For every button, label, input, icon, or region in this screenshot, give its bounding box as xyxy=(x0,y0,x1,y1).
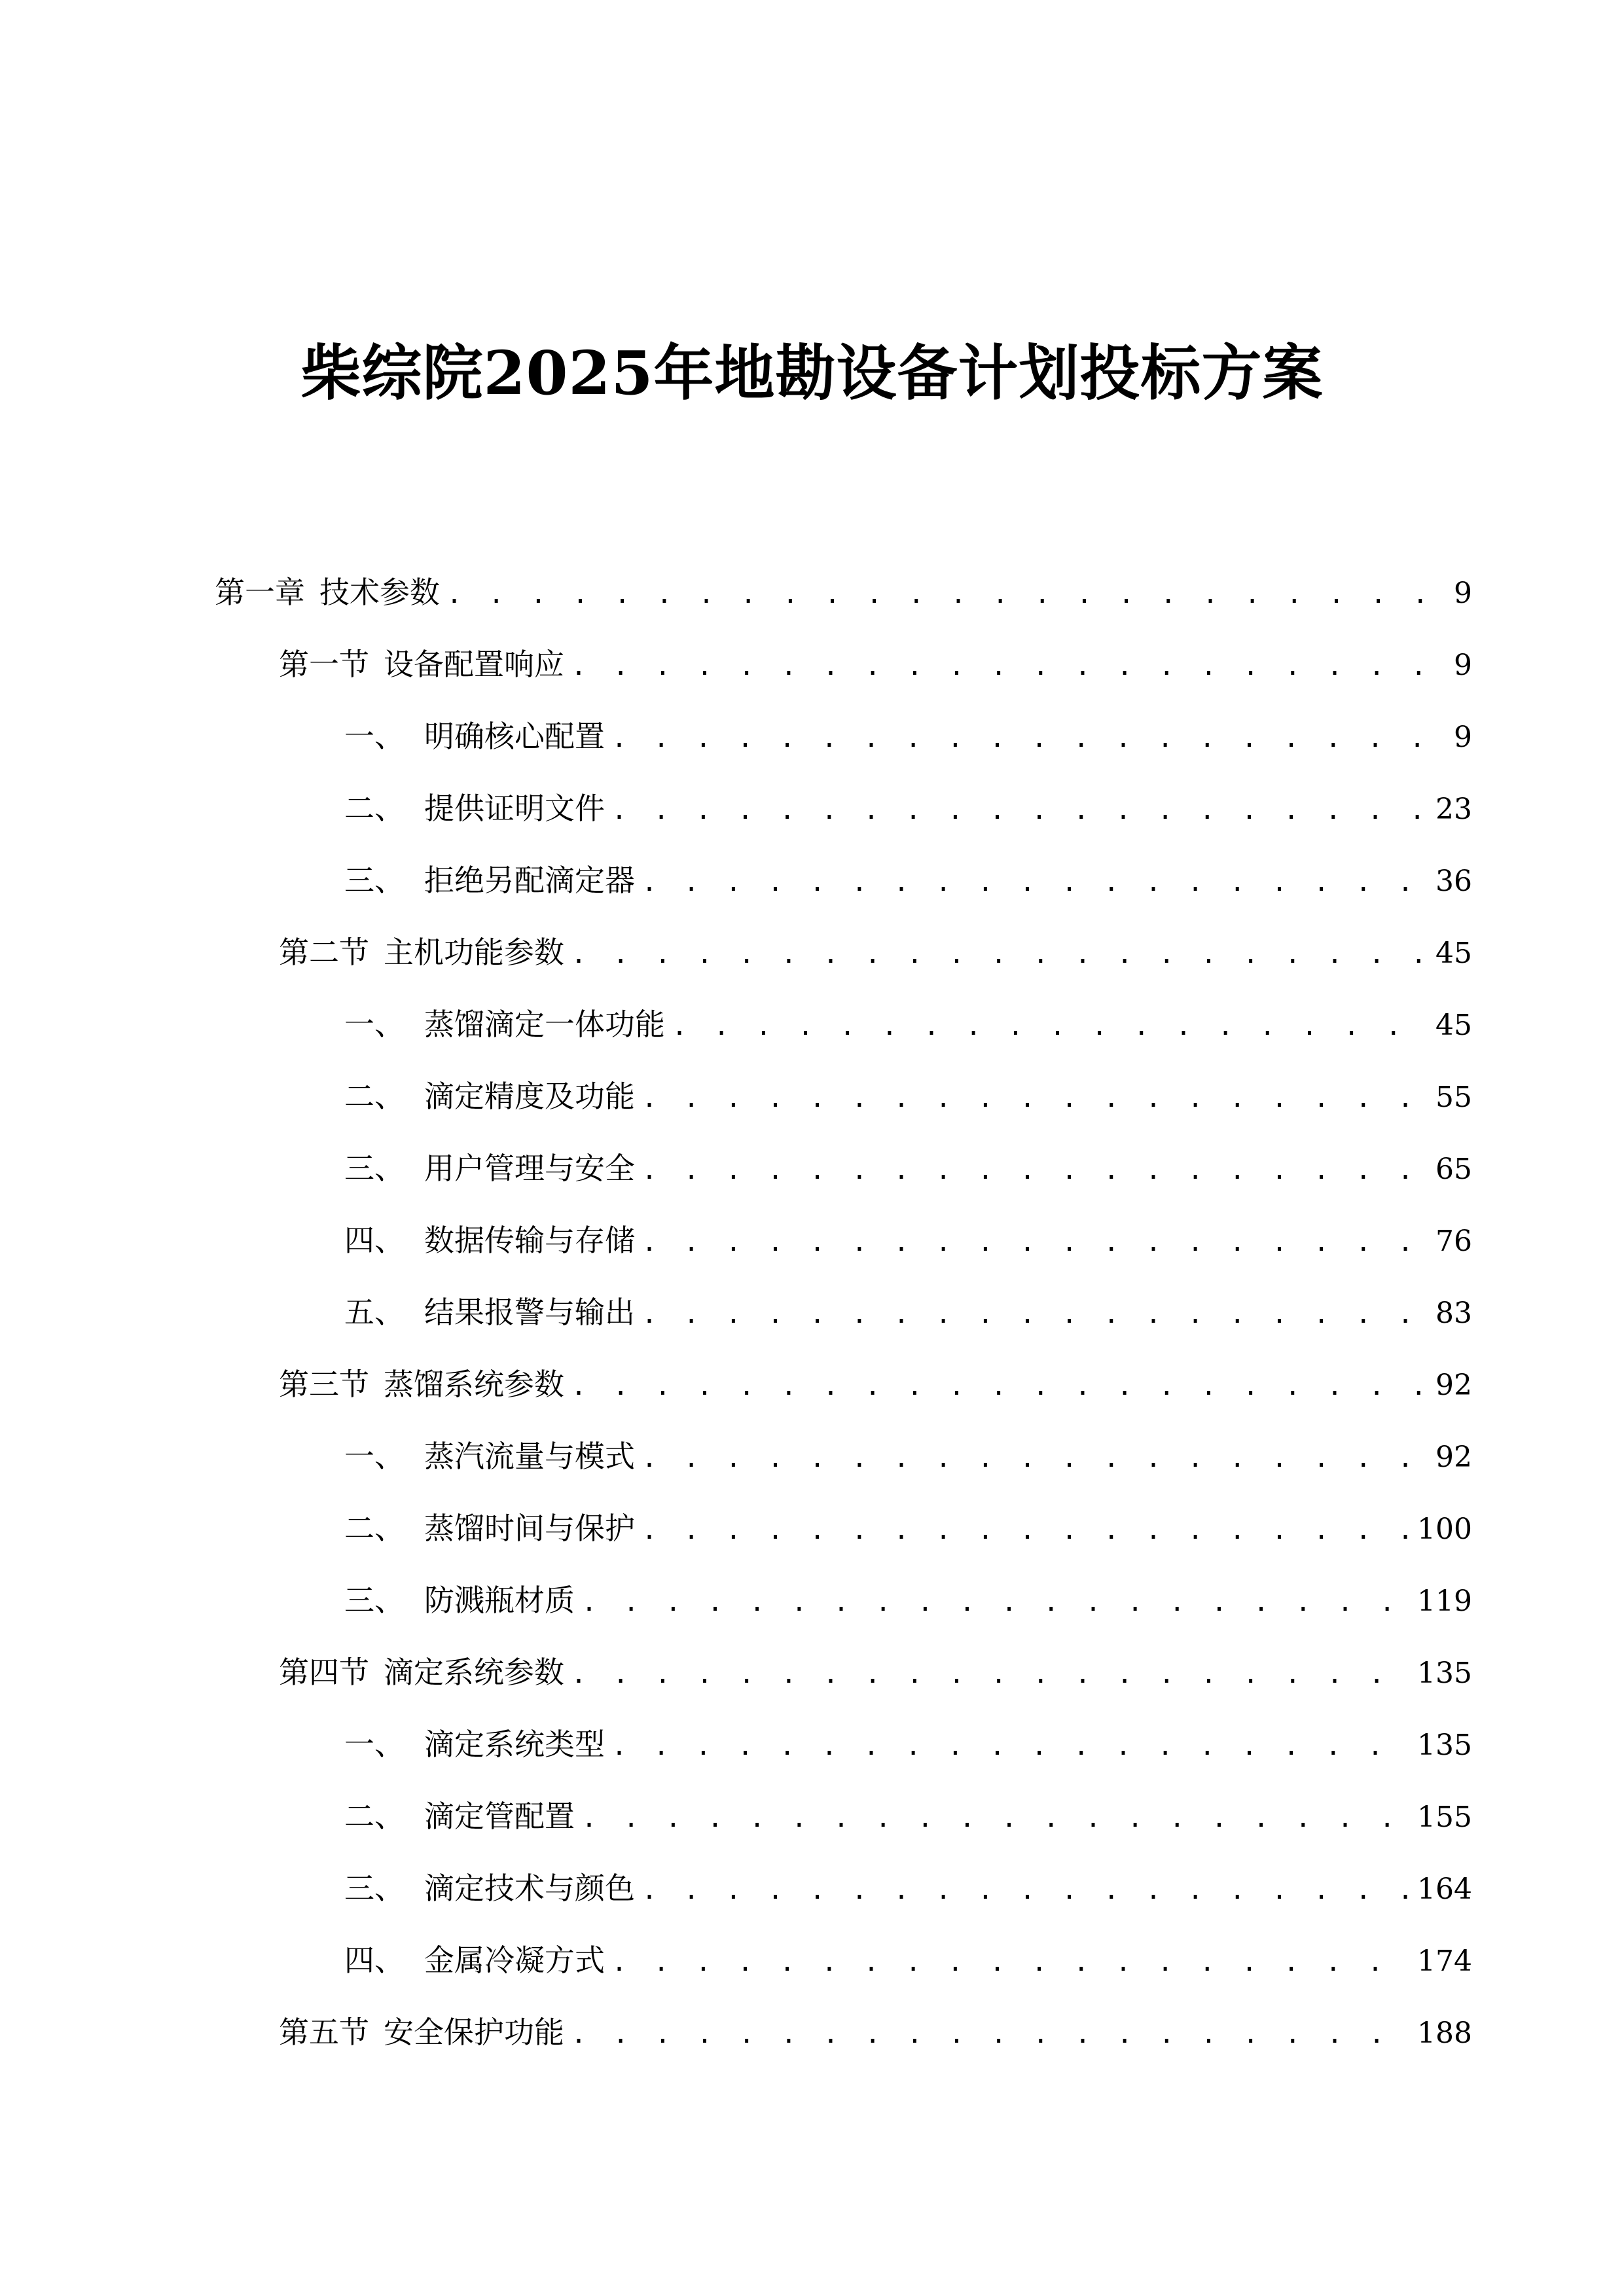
toc-entry-label: 主机功能参数 xyxy=(384,935,564,970)
toc-entry-page: 9 xyxy=(1454,577,1472,610)
toc-entry-page: 92 xyxy=(1435,1441,1472,1474)
toc-entry-label: 蒸馏系统参数 xyxy=(384,1367,564,1402)
toc-dot-leader xyxy=(581,1795,1408,1841)
toc-entry-page: 9 xyxy=(1454,721,1472,754)
toc-entry-section-4[interactable] xyxy=(279,1649,1472,1695)
toc-entry-number: 二、 xyxy=(344,1079,405,1114)
toc-dot-leader xyxy=(641,1075,1426,1121)
toc-entry-item[interactable] xyxy=(344,1793,1472,1839)
toc-entry-page: 9 xyxy=(1454,649,1472,682)
toc-entry-number: 三、 xyxy=(344,1151,405,1186)
toc-entry-page: 119 xyxy=(1417,1585,1472,1618)
toc-entry-label: 结果报警与输出 xyxy=(424,1295,635,1330)
toc-dot-leader xyxy=(581,1579,1408,1625)
toc-entry-page: 100 xyxy=(1417,1513,1472,1546)
toc-entry-label: 滴定系统参数 xyxy=(384,1655,564,1690)
toc-entry-item[interactable] xyxy=(344,1073,1472,1119)
toc-entry-number: 二、 xyxy=(344,1511,405,1546)
toc-entry-number: 三、 xyxy=(344,1871,405,1906)
toc-dot-leader xyxy=(611,1723,1408,1769)
toc-entry-number: 一、 xyxy=(344,1439,405,1474)
toc-entry-item[interactable] xyxy=(344,1937,1472,1983)
toc-entry-label: 滴定精度及功能 xyxy=(424,1079,635,1114)
toc-entry-page: 76 xyxy=(1435,1225,1472,1258)
toc-dot-leader xyxy=(641,1291,1426,1337)
toc-entry-label: 明确核心配置 xyxy=(424,719,605,754)
toc-dot-leader xyxy=(571,2011,1408,2057)
toc-entry-label: 拒绝另配滴定器 xyxy=(424,863,635,898)
toc-entry-page: 174 xyxy=(1417,1945,1472,1978)
toc-entry-number: 二、 xyxy=(344,1799,405,1834)
toc-entry-label: 用户管理与安全 xyxy=(424,1151,635,1186)
toc-entry-number: 一、 xyxy=(344,1007,405,1042)
toc-entry-page: 45 xyxy=(1435,1009,1472,1042)
toc-entry-number: 四、 xyxy=(344,1943,405,1978)
toc-entry-page: 55 xyxy=(1435,1081,1472,1114)
toc-dot-leader xyxy=(446,571,1445,617)
document-title: 柴综院2025年地勘设备计划投标方案 xyxy=(300,338,1324,408)
toc-entry-number: 五、 xyxy=(344,1295,405,1330)
toc-entry-number: 三、 xyxy=(344,863,405,898)
toc-entry-number: 二、 xyxy=(344,791,405,826)
toc-entry-page: 188 xyxy=(1417,2017,1472,2050)
toc-entry-number: 第三节 xyxy=(279,1367,369,1402)
toc-entry-item[interactable] xyxy=(344,857,1472,903)
toc-entry-page: 23 xyxy=(1435,793,1472,826)
toc-entry-page: 92 xyxy=(1435,1369,1472,1402)
toc-entry-label: 提供证明文件 xyxy=(424,791,605,826)
toc-entry-label: 蒸馏时间与保护 xyxy=(424,1511,635,1546)
toc-entry-label: 蒸馏滴定一体功能 xyxy=(424,1007,665,1042)
toc-entry-label: 设备配置响应 xyxy=(384,647,564,682)
toc-entry-item[interactable] xyxy=(344,1721,1472,1767)
toc-entry-item[interactable] xyxy=(344,1505,1472,1551)
toc-entry-label: 蒸汽流量与模式 xyxy=(424,1439,635,1474)
toc-dot-leader xyxy=(672,1003,1426,1049)
toc-entry-number: 一、 xyxy=(344,1727,405,1762)
toc-dot-leader xyxy=(571,1363,1426,1409)
toc-dot-leader xyxy=(641,859,1426,905)
toc-entry-label: 技术参数 xyxy=(319,575,440,610)
toc-entry-item[interactable] xyxy=(344,1001,1472,1047)
toc-entry-item[interactable] xyxy=(344,1289,1472,1335)
toc-entry-chapter-1[interactable] xyxy=(215,569,1472,615)
toc-entry-number: 第二节 xyxy=(279,935,369,970)
toc-dot-leader xyxy=(641,1507,1408,1553)
toc-entry-item[interactable] xyxy=(344,1865,1472,1911)
toc-entry-label: 防溅瓶材质 xyxy=(424,1583,575,1618)
toc-entry-item[interactable] xyxy=(344,785,1472,831)
toc-entry-item[interactable] xyxy=(344,713,1472,759)
toc-entry-number: 一、 xyxy=(344,719,405,754)
toc-entry-page: 36 xyxy=(1435,865,1472,898)
toc-entry-section-5[interactable] xyxy=(279,2009,1472,2055)
toc-entry-page: 135 xyxy=(1417,1657,1472,1690)
toc-entry-page: 45 xyxy=(1435,937,1472,970)
toc-dot-leader xyxy=(571,1651,1408,1697)
toc-entry-item[interactable] xyxy=(344,1433,1472,1479)
toc-entry-label: 金属冷凝方式 xyxy=(424,1943,605,1978)
toc-dot-leader xyxy=(611,787,1426,833)
toc-entry-number: 第五节 xyxy=(279,2015,369,2050)
toc-entry-section-1[interactable] xyxy=(279,641,1472,687)
toc-entry-number: 第一节 xyxy=(279,647,369,682)
toc-entry-number: 第一章 xyxy=(215,575,305,610)
toc-entry-page: 164 xyxy=(1417,1873,1472,1906)
toc-dot-leader xyxy=(571,643,1445,689)
toc-entry-number: 第四节 xyxy=(279,1655,369,1690)
toc-entry-item[interactable] xyxy=(344,1145,1472,1191)
toc-entry-label: 滴定系统类型 xyxy=(424,1727,605,1762)
toc-entry-page: 65 xyxy=(1435,1153,1472,1186)
toc-dot-leader xyxy=(641,1867,1408,1913)
toc-entry-label: 滴定技术与颜色 xyxy=(424,1871,635,1906)
toc-entry-label: 滴定管配置 xyxy=(424,1799,575,1834)
toc-entry-label: 数据传输与存储 xyxy=(424,1223,635,1258)
toc-entry-section-3[interactable] xyxy=(279,1361,1472,1407)
toc-dot-leader xyxy=(641,1219,1426,1265)
toc-dot-leader xyxy=(641,1147,1426,1193)
toc-entry-label: 安全保护功能 xyxy=(384,2015,564,2050)
toc-entry-page: 83 xyxy=(1435,1297,1472,1330)
toc-dot-leader xyxy=(611,1939,1408,1985)
toc-entry-section-2[interactable] xyxy=(279,929,1472,975)
toc-entry-number: 四、 xyxy=(344,1223,405,1258)
toc-entry-item[interactable] xyxy=(344,1217,1472,1263)
toc-dot-leader xyxy=(641,1435,1426,1481)
toc-entry-item[interactable] xyxy=(344,1577,1472,1623)
toc-entry-number: 三、 xyxy=(344,1583,405,1618)
toc-entry-page: 135 xyxy=(1417,1729,1472,1762)
toc-dot-leader xyxy=(571,931,1426,977)
toc-dot-leader xyxy=(611,715,1445,761)
toc-entry-page: 155 xyxy=(1417,1801,1472,1834)
